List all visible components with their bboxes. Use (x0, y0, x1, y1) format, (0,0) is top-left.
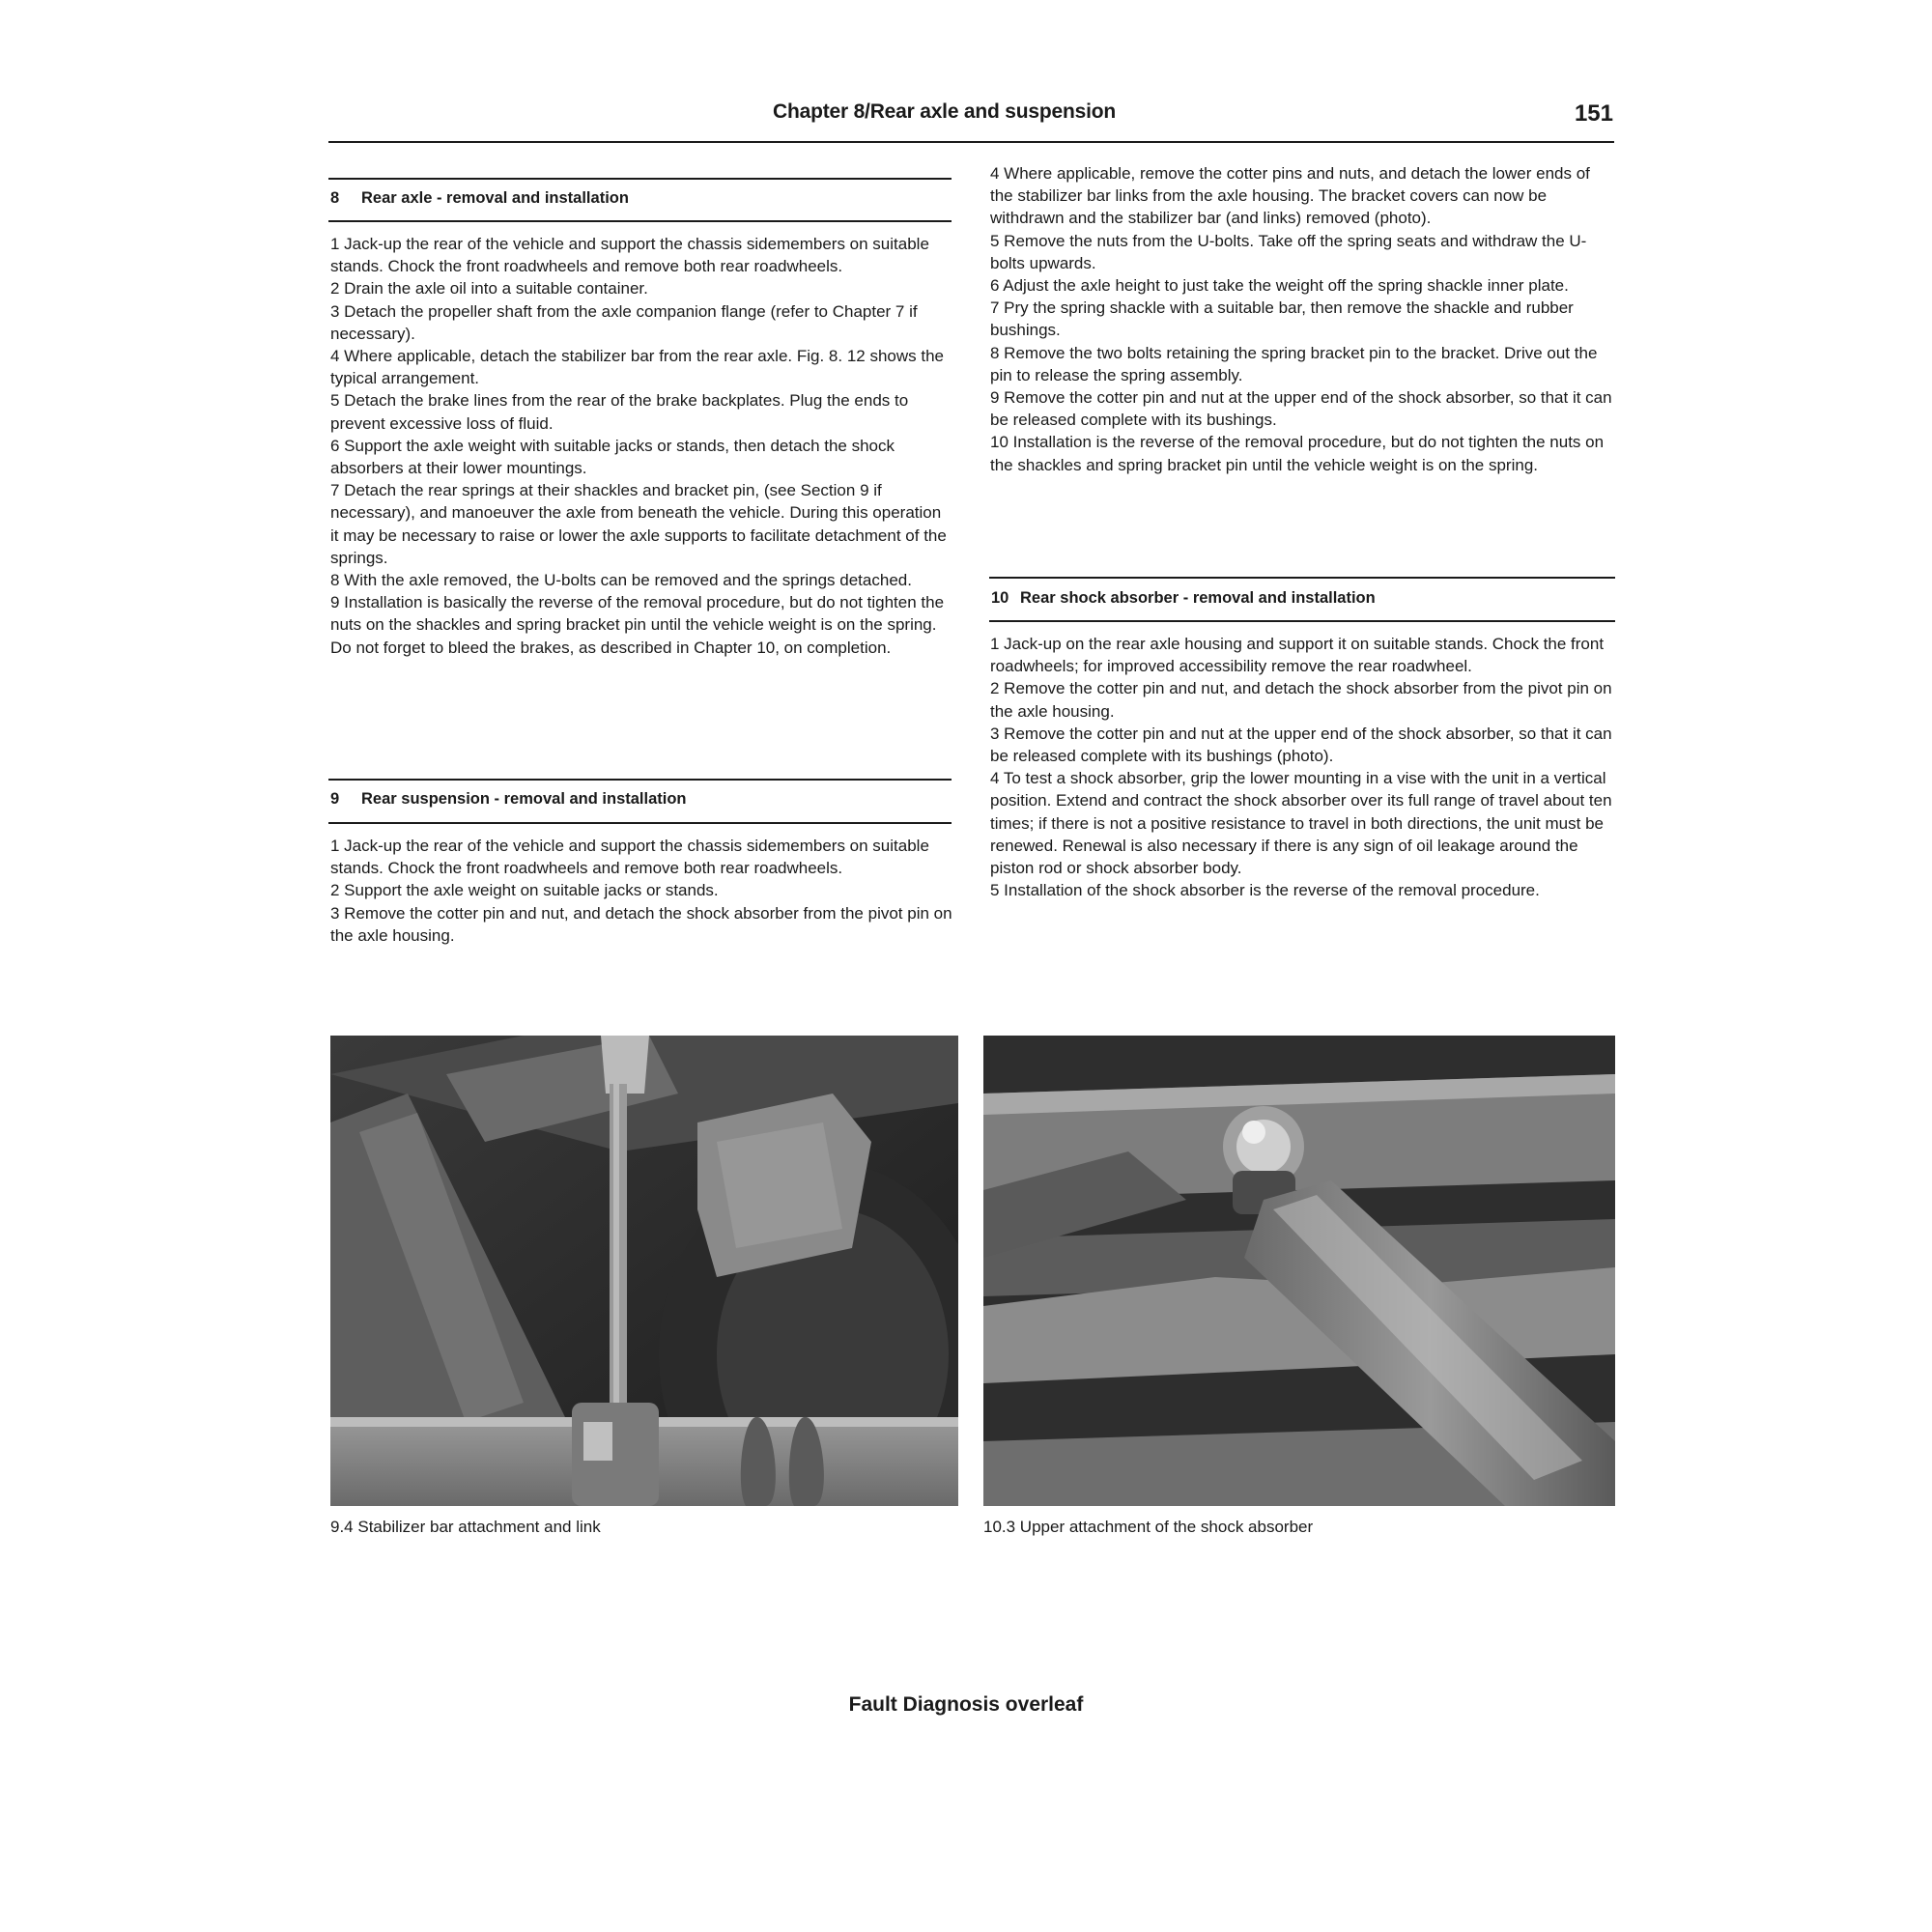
paragraph: 5 Detach the brake lines from the rear of the brake backplates. Plug the ends to prevent excessive loss of fluid. (330, 391, 909, 433)
section-8-heading (330, 189, 953, 211)
paragraph: 4 Where applicable, detach the stabilizer bar from the rear axle. Fig. 8. 12 shows the typical arrangement. (330, 347, 944, 388)
section-9-heading (330, 790, 953, 811)
paragraph: 2 Drain the axle oil into a suitable container. (330, 279, 648, 298)
section-title: Rear suspension - removal and installation (361, 790, 687, 808)
section-9 (330, 790, 953, 811)
running-head (328, 97, 1613, 135)
section-8-top-rule (328, 178, 952, 180)
section-9-body (330, 835, 953, 947)
header-rule (328, 141, 1614, 143)
paragraph: 8 Remove the two bolts retaining the spring bracket pin to the bracket. Drive out the pin to release the spring assembly. (990, 343, 1598, 384)
paragraph: 1 Jack-up the rear of the vehicle and support the chassis sidemembers on suitable stands. Chock the front roadwheels and remove both rear roadwheels. (330, 837, 929, 878)
section-9-bottom-rule (328, 822, 952, 824)
paragraph: 10 Installation is the reverse of the removal procedure, but do not tighten the nuts on the shackles and spring bracket pin until the vehicle weight is on the spring. (990, 433, 1605, 474)
photo-stabilizer-bar (330, 1036, 958, 1506)
paragraph: 9 Remove the cotter pin and nut at the upper end of the shock absorber, so that it can be released complete with its bushings. (990, 388, 1612, 430)
paragraph: 7 Pry the spring shackle with a suitable bar, then remove the shackle and rubber bushings. (990, 298, 1574, 340)
paragraph: 1 Jack-up the rear of the vehicle and support the chassis sidemembers on suitable stands. Chock the front roadwheels and remove both rear roadwheels. (330, 235, 929, 276)
paragraph: 8 With the axle removed, the U-bolts can be removed and the springs detached. (330, 571, 912, 590)
paragraph: 9 Installation is basically the reverse of the removal procedure, but do not tighten the nuts on the shackles and spring bracket pin until the vehicle weight is on the spring. Do not forget to bleed the brakes, as described in Chapter 10, on completion. (330, 593, 945, 657)
paragraph: 6 Adjust the axle height to just take the weight off the spring shackle inner plate. (990, 276, 1569, 296)
page-number: 151 (1574, 100, 1613, 127)
paragraph: 2 Support the axle weight on suitable jacks or stands. (330, 881, 719, 900)
section-8-body (330, 233, 953, 659)
footer-note: Fault Diagnosis overleaf (848, 1693, 1084, 1716)
paragraph: 2 Remove the cotter pin and nut, and detach the shock absorber from the pivot pin on the axle housing. (990, 679, 1612, 721)
paragraph: 6 Support the axle weight with suitable jacks or stands, then detach the shock absorbers at their lower mountings. (330, 436, 895, 478)
photo-caption: 10.3 Upper attachment of the shock absorber (983, 1518, 1314, 1536)
photo-caption: 9.4 Stabilizer bar attachment and link (330, 1518, 601, 1536)
photo-stabilizer-bar-image (330, 1036, 958, 1506)
section-number: 9 (330, 790, 340, 808)
section-9-continued (990, 162, 1613, 476)
paragraph: 3 Remove the cotter pin and nut at the upper end of the shock absorber, so that it can be released complete with its bushings (photo). (990, 724, 1612, 766)
section-10 (991, 589, 1617, 611)
section-10-heading (991, 589, 1617, 611)
section-8-bottom-rule (328, 220, 952, 222)
section-10-top-rule (989, 577, 1615, 579)
paragraph: 5 Remove the nuts from the U-bolts. Take off the spring seats and withdraw the U-bolts upwards. (990, 231, 1587, 272)
section-10-bottom-rule (989, 620, 1615, 622)
section-title: Rear shock absorber - removal and installation (1020, 589, 1376, 607)
section-number: 10 (991, 589, 1009, 607)
chapter-title: Chapter 8/Rear axle and suspension (773, 100, 1116, 123)
section-title: Rear axle - removal and installation (361, 189, 629, 207)
section-8 (330, 189, 953, 211)
paragraph: 4 To test a shock absorber, grip the lower mounting in a vise with the unit in a vertical position. Extend and contract the shock absorber over its full range of travel about ten times; if there is not a positive resistance to travel in both directions, the unit must be renewed. Renewal is also necessary if there is any sign of oil leakage around the piston rod or shock absorber body. (990, 769, 1612, 878)
section-9-top-rule (328, 779, 952, 781)
paragraph: 3 Remove the cotter pin and nut, and detach the shock absorber from the pivot pin on the axle housing. (330, 903, 952, 945)
paragraph: 4 Where applicable, remove the cotter pins and nuts, and detach the lower ends of the stabilizer bar links from the axle housing. The bracket covers can now be withdrawn and the stabilizer bar (and links) removed (photo). (990, 164, 1590, 228)
section-10-body (990, 633, 1616, 901)
section-number: 8 (330, 189, 340, 207)
photo-shock-absorber-image (983, 1036, 1615, 1506)
photo-shock-absorber (983, 1036, 1615, 1506)
paragraph: 5 Installation of the shock absorber is the reverse of the removal procedure. (990, 881, 1540, 900)
paragraph: 3 Detach the propeller shaft from the axle companion flange (refer to Chapter 7 if necessary). (330, 301, 918, 343)
paragraph: 7 Detach the rear springs at their shackles and bracket pin, (see Section 9 if necessary), and manoeuver the axle from beneath the vehicle. During this operation it may be necessary to raise or lower the axle supports to facilitate detachment of the springs. (330, 481, 947, 567)
paragraph: 1 Jack-up on the rear axle housing and support it on suitable stands. Chock the front roadwheels; for improved accessibility remove the rear roadwheel. (990, 635, 1605, 676)
